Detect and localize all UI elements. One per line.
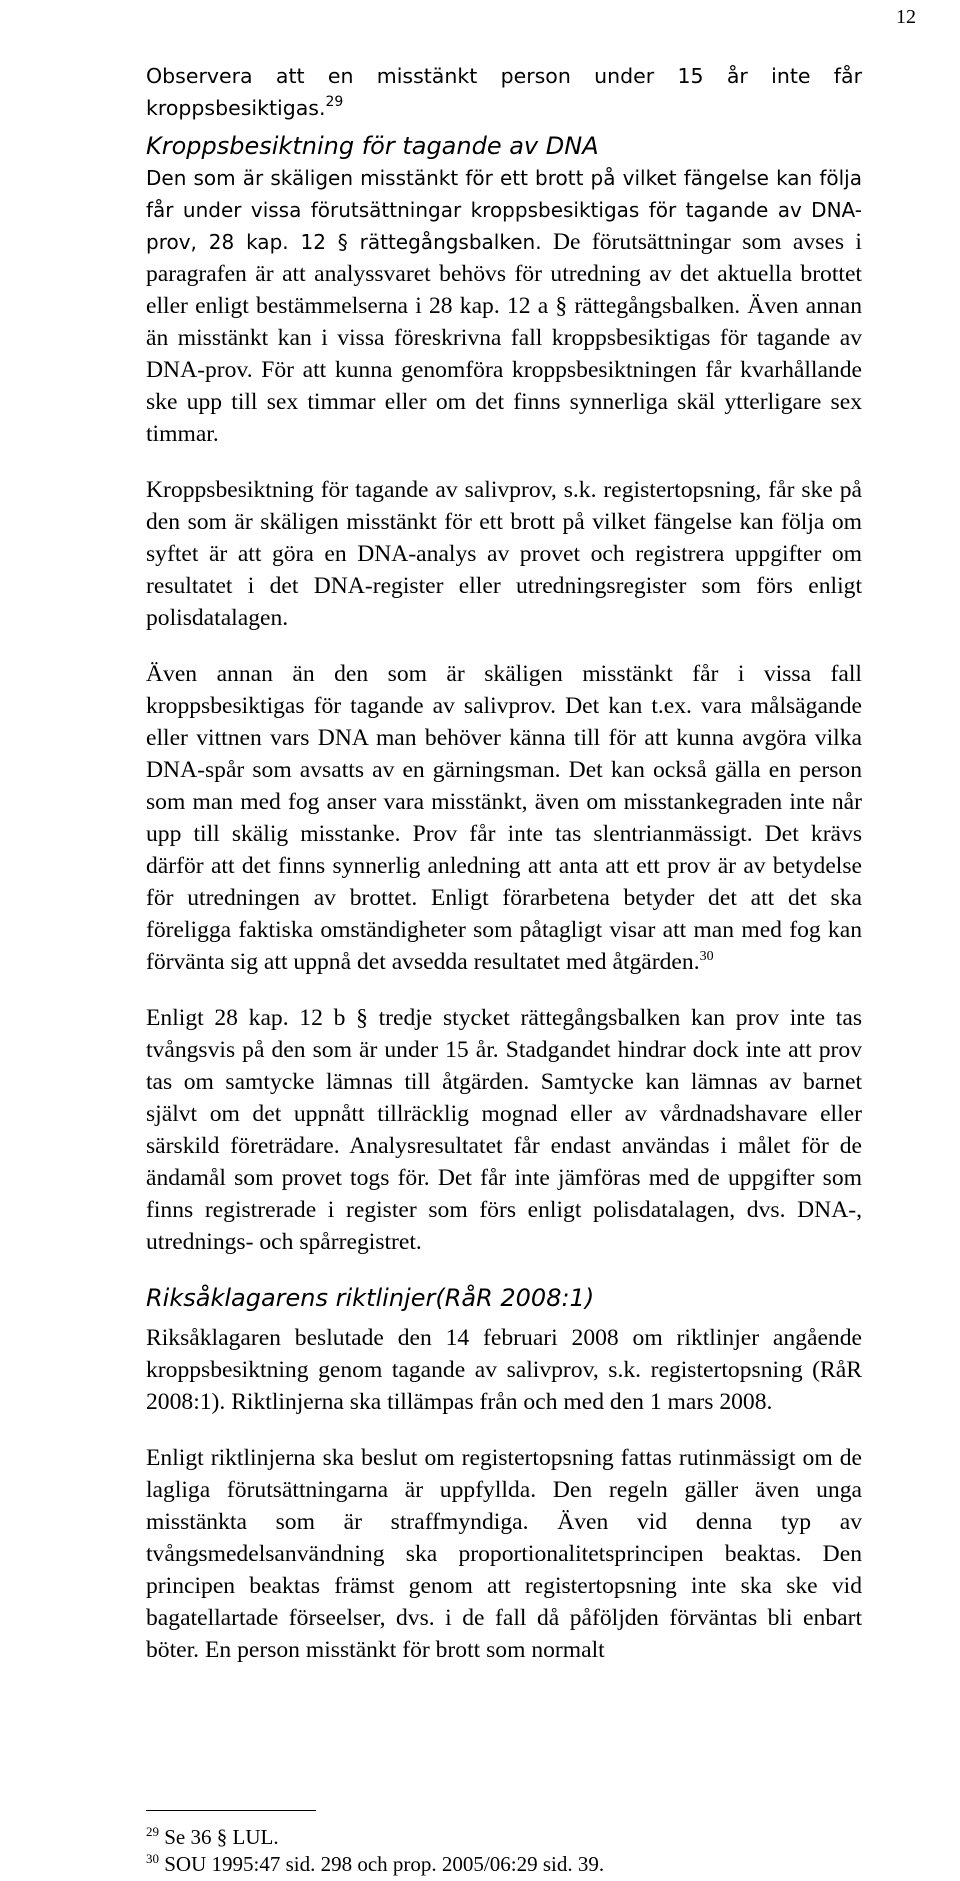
paragraph-guidelines-decision: Riksåklagaren beslutade den 14 februari 2008 om riktlinjer angående kroppsbesiktning genom tagande av salivprov, s.k. registertopsning (RåR 2008:1). Riktlinjerna ska tillämpas från och med den 1 mars 2008.	[146, 1325, 862, 1415]
paragraph-saliva-sampling: Kroppsbesiktning för tagande av salivprov, s.k. registertopsning, får ske på den som är skäligen misstänkt för ett brott på vilket fängelse kan följa om syftet är att göra en DNA-analys av provet och registrera uppgifter om resultatet i det DNA-register eller utredningsregister som förs enligt polisdatalagen.	[146, 477, 862, 631]
paragraph-guidelines-rules: Enligt riktlinjerna ska beslut om registertopsning fattas rutinmässigt om de lagliga förutsättningarna är uppfyllda. Den regeln gäller även unga misstänkta som är straffmyndiga. Även vid denna typ av tvångsmedelsanvändning ska proportionalitetsprincipen beaktas. Den principen beaktas främst genom att registertopsning inte ska ske vid bagatellartade förseelser, dvs. i de fall då påföljden förväntas bli enbart böter. En person misstänkt för brott som normalt	[146, 1445, 862, 1663]
paragraph-text: För att kunna genomföra kroppsbesiktningen får kvarhållande ske upp till sex timmar eller om det finns synnerliga skäl ytterligare sex timmar.	[146, 357, 862, 447]
page-number: 12	[896, 6, 916, 28]
footnotes	[146, 1824, 862, 1878]
paragraph-under-15: Enligt 28 kap. 12 b § tredje stycket rättegångsbalken kan prov inte tas tvångsvis på den som är under 15 år. Stadgandet hindrar dock inte att prov tas om samtycke lämnas till åtgärden. Samtycke kan lämnas av barnet självt om det uppnått tillräcklig mognad eller av vårdnadshavare eller särskild företrädare. Analysresultatet får endast användas i målet för de ändamål som provet togs för. Det får inte jämföras med de uppgifter som finns registrerade i register som förs enligt polisdatalagen, dvs. DNA-, utrednings- och spårregistret.	[146, 1005, 862, 1255]
footnote-text: SOU 1995:47 sid. 298 och prop. 2005/06:29 sid. 39.	[164, 1852, 605, 1876]
footnote-number: 30	[146, 1851, 159, 1866]
footnote-number: 29	[146, 1824, 159, 1839]
heading-guidelines: Riksåklagarens riktlinjer(RåR 2008:1)	[146, 1284, 595, 1312]
paragraph-text: Observera att en misstänkt person under 15 år inte får kroppsbesiktigas.	[146, 64, 862, 120]
paragraph-text: Även annan än den som är skäligen misstänkt får i vissa fall kroppsbesiktigas för tagande av salivprov. Det kan t.ex. vara målsägande eller vittnen vars DNA man behöver känna till för att kunna avgöra vilka DNA-spår som avsatts av en gärningsman. Det kan också gälla en person som man med fog anser vara misstänkt, även om misstankegraden inte når upp till skälig misstanke. Prov får inte tas slentrianmässigt. Det krävs därför att det finns synnerlig anledning att anta att ett prov är av betydelse för utredningen av brottet. Enligt förarbetena betyder det att det ska föreligga faktiska omständigheter som påtagligt visar att man med fog kan förvänta sig att uppnå det avsedda resultatet med åtgärden.	[146, 661, 862, 975]
paragraph-dna-sampling	[146, 162, 862, 450]
paragraph-minors	[146, 60, 862, 124]
footnote-29	[146, 1824, 862, 1851]
document-body	[146, 60, 862, 1666]
footnote-divider	[146, 1810, 316, 1811]
paragraph-text: De förutsättningar som avses i paragrafen är att analyssvaret behövs för utredning av det aktuella brottet eller enligt bestämmelserna i 28 kap. 12 a § rättegångsbalken. Även annan än misstänkt kan i vissa föreskrivna fall kroppsbesiktigas för tagande av DNA-prov.	[146, 229, 862, 383]
paragraph-text-sans: Den som är skäligen misstänkt för ett brott på vilket fängelse kan följa får under vissa förutsättningar kroppsbesiktigas för tagande av DNA-prov, 28 kap. 12 § rättegångsbalken.	[146, 166, 862, 254]
footnote-30	[146, 1851, 862, 1878]
paragraph-others	[146, 658, 862, 978]
footnote-text: Se 36 § LUL.	[164, 1825, 279, 1849]
footnote-ref-30: 30	[699, 949, 714, 964]
heading-dna-sampling: Kroppsbesiktning för tagande av DNA	[146, 132, 599, 160]
footnote-ref-29: 29	[325, 94, 344, 110]
